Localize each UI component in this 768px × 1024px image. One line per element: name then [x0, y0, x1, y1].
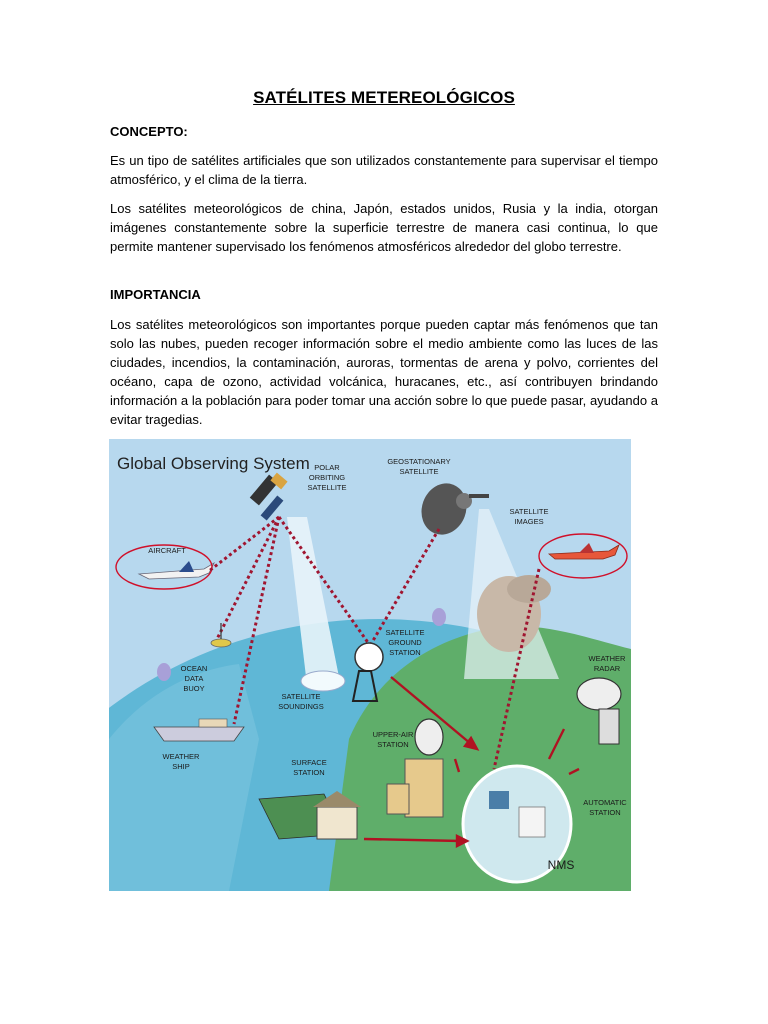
label-radar-2: RADAR [593, 664, 621, 673]
concept-paragraph-2: Los satélites meteorológicos de china, Japón, estados unidos, Rusia y la india, otorgan imágenes constantemente sobre la superficie terrestre de manera casi continua, lo que permite mantener supervisado los fenómenos atmosféricos alrededor del globo terrestre. [110, 201, 658, 254]
label-nms: NMS [547, 858, 575, 872]
label-images-1: SATELLITE [509, 507, 549, 516]
label-buoy-3: BUOY [183, 684, 205, 693]
label-surface-2: STATION [293, 768, 325, 777]
label-soundings-1: SATELLITE [281, 692, 321, 701]
label-ship-2: SHIP [172, 762, 190, 771]
label-ground-3: STATION [389, 648, 421, 657]
label-buoy-2: DATA [184, 674, 204, 683]
label-buoy-1: OCEAN [180, 664, 208, 673]
balloon-icon-left [157, 663, 171, 681]
label-auto-1: AUTOMATIC [583, 798, 627, 807]
label-polar-1: POLAR [314, 463, 340, 472]
importance-heading: IMPORTANCIA [110, 287, 201, 302]
importance-paragraph: Los satélites meteorológicos son importantes porque pueden captar más fenómenos que tan solo las nubes, pueden recoger información sobre el medio ambiente como las luces de las ciudades, incendios, la contaminación, auroras, tormentas de arena y polvo, corrientes del océano, capa de ozono, actividad volcánica, huracanes, etc., así contribuyen brindando información a la población para poder tomar una acción sobre lo que puede pasar, ayudando a evitar tragedias. [110, 317, 658, 427]
label-ship-1: WEATHER [162, 752, 200, 761]
page-title: SATÉLITES METEREOLÓGICOS [253, 88, 515, 107]
label-ground-1: SATELLITE [385, 628, 425, 637]
label-ground-2: GROUND [388, 638, 422, 647]
figure-title: Global Observing System [117, 454, 310, 473]
label-upper-1: UPPER-AIR [372, 730, 414, 739]
label-upper-2: STATION [377, 740, 409, 749]
label-aircraft: AIRCRAFT [148, 546, 186, 555]
global-observing-system-figure [109, 439, 631, 891]
label-surface-1: SURFACE [291, 758, 327, 767]
label-polar-2: ORBITING [308, 473, 346, 482]
label-geo-1: GEOSTATIONARY [387, 457, 451, 466]
label-images-2: IMAGES [514, 517, 544, 526]
soundings-cone [301, 671, 345, 691]
label-soundings-2: SOUNDINGS [278, 702, 324, 711]
balloon-icon-right [432, 608, 446, 626]
label-polar-3: SATELLITE [307, 483, 347, 492]
concept-paragraph-1: Es un tipo de satélites artificiales que son utilizados constantemente para supervisar el tiempo atmosférico, y el clima de la tierra. [110, 153, 658, 187]
label-geo-2: SATELLITE [399, 467, 439, 476]
concept-heading: CONCEPTO: [110, 124, 188, 139]
label-radar-1: WEATHER [588, 654, 626, 663]
label-auto-2: STATION [589, 808, 621, 817]
